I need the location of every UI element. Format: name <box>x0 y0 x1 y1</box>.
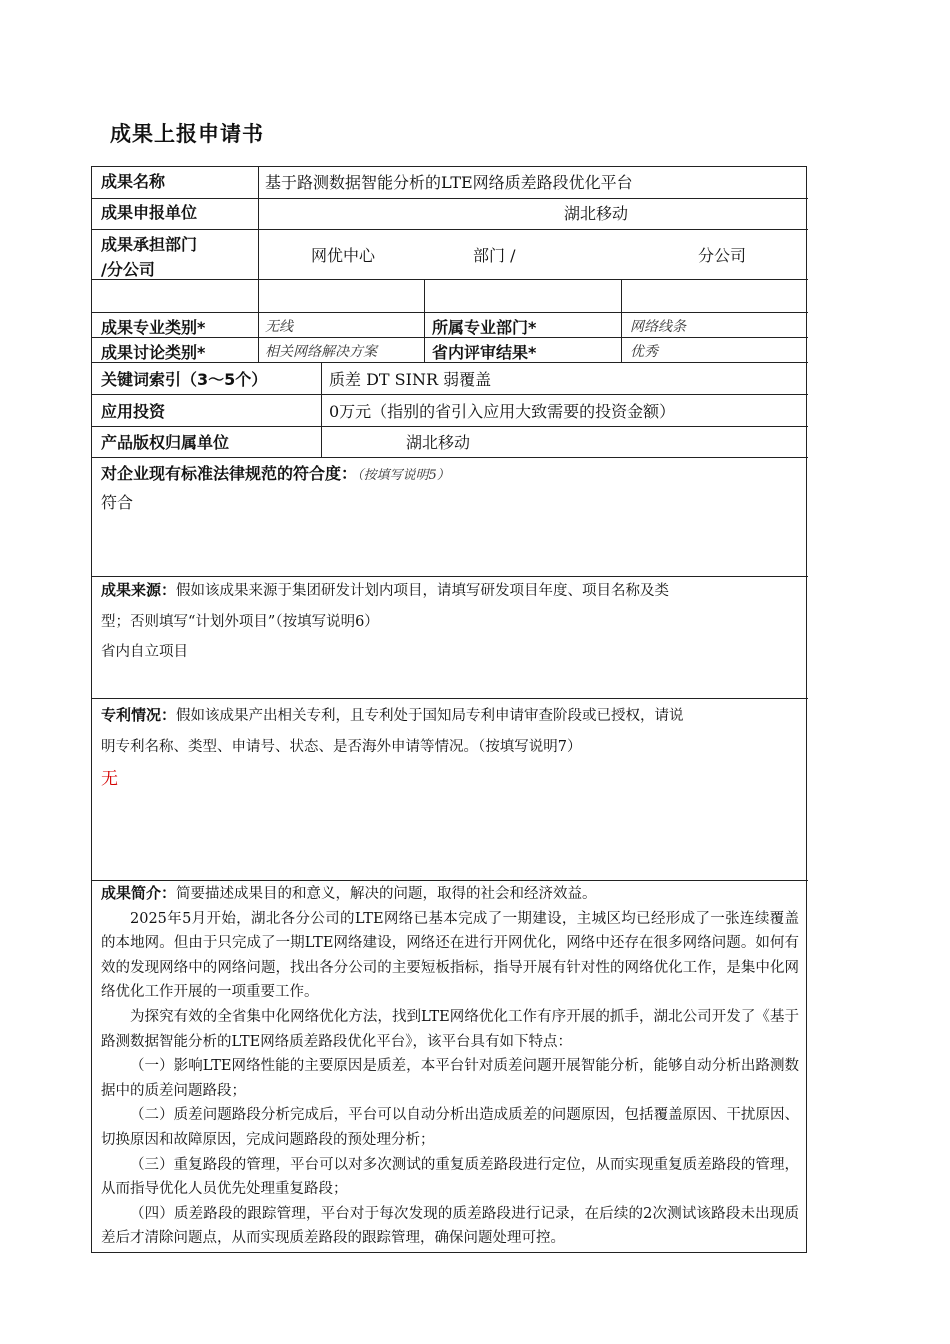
compliance-value: 符合 <box>101 493 134 512</box>
specialty-dept-value: 网络线条 <box>630 319 686 335</box>
summary-label: 成果简介： <box>101 884 177 902</box>
source-section <box>101 578 799 665</box>
discussion-category-value: 相关网络解决方案 <box>265 344 377 360</box>
keywords-label: 关键词索引（3～5个） <box>101 370 268 389</box>
summary-desc: 简要描述成果目的和意义，解决的问题，取得的社会和经济效益。 <box>176 886 597 902</box>
patent-value: 无 <box>101 769 118 790</box>
summary-paragraph: （四）质差路段的跟踪管理，平台对于每次发现的质差路段进行记录，在后续的2次测试该路段未出现质差后才清除问题点，从而实现质差路段的跟踪管理，确保问题处理可控。 <box>101 1205 799 1247</box>
compliance-note: （按填写说明5） <box>357 468 450 483</box>
compliance-label: 对企业现有标准法律规范的符合度： <box>101 464 358 483</box>
dept-separator-text: 部门 / <box>473 246 516 265</box>
investment-value: 0万元（指别的省引入应用大致需要的投资金额） <box>329 402 676 421</box>
summary-paragraph: （一）影响LTE网络性能的主要原因是质差，本平台针对质差问题开展智能分析，能够自动分析出路测数据中的质差问题路段； <box>101 1058 799 1099</box>
copyright-owner-value: 湖北移动 <box>406 433 471 452</box>
patent-desc-line2: 明专利名称、类型、申请号、状态、是否海外申请等情况。（按填写说明7） <box>101 738 582 755</box>
discussion-category-label: 成果讨论类别* <box>101 343 206 362</box>
summary-paragraph: 2025年5月开始，湖北各分公司的LTE网络已基本完成了一期建设，主城区均已经形成了一张连续覆盖的本地网。但由于只完成了一期LTE网络建设，网络还在进行开网优化，网络中还存在很多网络问题。如何有效的发现网络中的网络问题，找出各分公司的主要短板指标，指导开展有针对性的网络优化工作，是集中化网络优化工作开展的一项重要工作。 <box>101 910 799 1001</box>
applicant-unit-label: 成果申报单位 <box>101 203 198 222</box>
branch-company-text: 分公司 <box>698 246 747 265</box>
summary-paragraph: 为探究有效的全省集中化网络优化方法，找到LTE网络优化工作有序开展的抓手，湖北公司开发了《基于路测数据智能分析的LTE网络质差路段优化平台》，该平台具有如下特点： <box>101 1008 799 1050</box>
compliance-heading <box>101 461 450 484</box>
summary-paragraph: （二）质差问题路段分析完成后，平台可以自动分析出造成质差的问题原因，包括覆盖原因、干扰原因、切换原因和故障原因，完成问题路段的预处理分析； <box>101 1107 799 1148</box>
patent-label: 专利情况： <box>101 706 177 724</box>
patent-desc-line1: 假如该成果产出相关专利，且专利处于国知局专利申请审查阶段或已授权，请说 <box>176 708 684 724</box>
source-desc-line1: 假如该成果来源于集团研发计划内项目，请填写研发项目年度、项目名称及类 <box>176 583 670 599</box>
summary-section <box>101 881 799 1251</box>
achievement-name-label: 成果名称 <box>101 172 166 191</box>
document-title: 成果上报申请书 <box>110 122 264 146</box>
patent-section <box>101 703 799 792</box>
keywords-value: 质差 DT SINR 弱覆盖 <box>329 370 492 389</box>
specialty-dept-label: 所属专业部门* <box>432 318 537 337</box>
responsible-dept-label-line1: 成果承担部门 <box>101 235 198 254</box>
summary-paragraph: （三）重复路段的管理，平台可以对多次测试的重复质差路段进行定位，从而实现重复质差路段的管理，从而指导优化人员优先处理重复路段； <box>101 1156 799 1198</box>
review-result-value: 优秀 <box>630 344 658 360</box>
applicant-unit-value: 湖北移动 <box>564 204 629 223</box>
achievement-name-value: 基于路测数据智能分析的LTE网络质差路段优化平台 <box>265 173 633 192</box>
review-result-label: 省内评审结果* <box>432 343 537 362</box>
source-label: 成果来源： <box>101 581 177 599</box>
specialty-category-label: 成果专业类别* <box>101 318 206 337</box>
investment-label: 应用投资 <box>101 402 166 421</box>
specialty-category-value: 无线 <box>265 319 293 335</box>
responsible-dept-label-line2: /分公司 <box>101 260 155 279</box>
responsible-center-value: 网优中心 <box>311 246 376 265</box>
source-desc-line2: 型；否则填写“计划外项目”（按填写说明6） <box>101 613 379 630</box>
source-value: 省内自立项目 <box>101 644 188 661</box>
copyright-owner-label: 产品版权归属单位 <box>101 433 230 452</box>
